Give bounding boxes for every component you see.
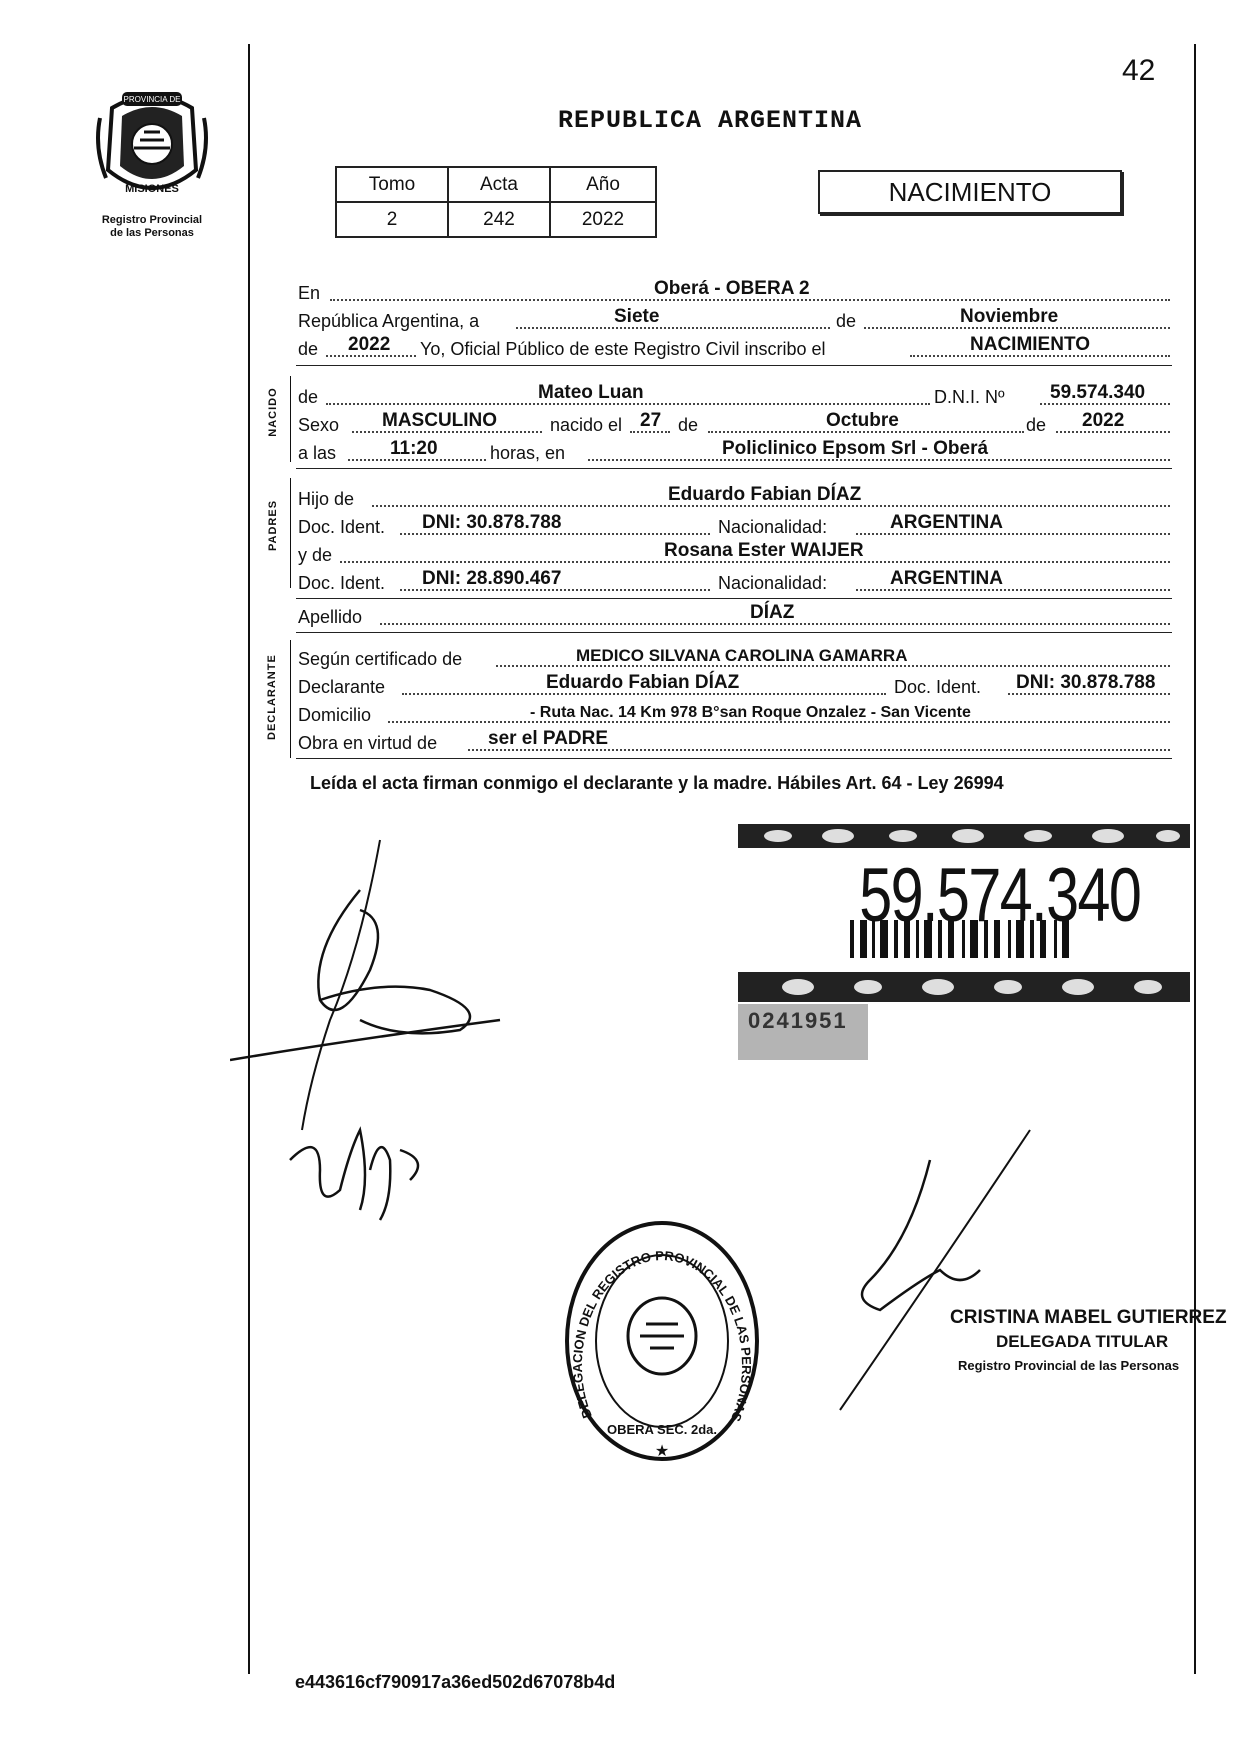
value-padre: Eduardo Fabian DÍAZ bbox=[668, 484, 862, 505]
value-domicilio: - Ruta Nac. 14 Km 978 B°san Roque Onzalez - San Vicente bbox=[530, 704, 971, 721]
value-nac-dia: 27 bbox=[640, 410, 662, 431]
side-label-padres: PADRES bbox=[267, 499, 279, 551]
side-label-nacido: NACIDO bbox=[267, 387, 279, 437]
label-certificado: Según certificado de bbox=[298, 649, 463, 669]
value-declarante-doc: DNI: 30.878.788 bbox=[1016, 672, 1156, 693]
value-padre-doc: DNI: 30.878.788 bbox=[422, 512, 562, 533]
seal-bottom-text: MISIONES bbox=[125, 183, 179, 195]
value-acta: 242 bbox=[448, 202, 550, 237]
value-madre: Rosana Ester WAIJER bbox=[664, 540, 864, 561]
label-horas: horas, en bbox=[490, 443, 566, 463]
line-certificado bbox=[298, 646, 1170, 670]
label-republica: República Argentina, a bbox=[298, 311, 480, 331]
label-de5: de bbox=[1026, 415, 1047, 435]
label-nacionalidad2: Nacionalidad: bbox=[718, 573, 828, 593]
line-anio bbox=[298, 336, 1170, 360]
label-de4: de bbox=[678, 415, 699, 435]
logo-caption-line1: Registro Provincial bbox=[101, 214, 203, 226]
line-apellido bbox=[298, 604, 1170, 628]
line-republica bbox=[298, 308, 1170, 332]
value-hora: 11:20 bbox=[390, 438, 438, 459]
oficial-text: Yo, Oficial Público de este Registro Civil inscribo el bbox=[420, 339, 826, 359]
record-table bbox=[335, 166, 657, 238]
line-nombre bbox=[298, 384, 1170, 408]
header-tomo: Tomo bbox=[336, 167, 448, 202]
closing-statement: Leída el acta firman conmigo el declarante y la madre. Hábiles Art. 64 - Ley 26994 bbox=[310, 773, 1004, 793]
document-title: REPUBLICA ARGENTINA bbox=[557, 106, 863, 135]
value-anio: 2022 bbox=[348, 334, 391, 355]
official-name: CRISTINA MABEL GUTIERREZ bbox=[950, 1307, 1227, 1328]
value-nac-mes: Octubre bbox=[826, 410, 899, 431]
value-obra: ser el PADRE bbox=[488, 728, 609, 749]
label-dni: D.N.I. Nº bbox=[934, 387, 1005, 407]
label-doc: Doc. Ident. bbox=[298, 517, 386, 537]
official-stamp-block bbox=[950, 1306, 1227, 1378]
label-doc2: Doc. Ident. bbox=[298, 573, 386, 593]
seal-top-text: PROVINCIA DE bbox=[123, 95, 181, 104]
value-tomo: 2 bbox=[336, 202, 448, 237]
label-de2: de bbox=[298, 339, 319, 359]
page-number: 42 bbox=[1122, 54, 1156, 87]
stamp-ring-text: DELEGACION DEL REGISTRO PROVINCIAL DE LAS PERSONAS bbox=[569, 1248, 755, 1424]
value-anio: 2022 bbox=[550, 202, 656, 237]
provincia-misiones-seal-icon bbox=[92, 88, 212, 206]
value-en: Oberá - OBERA 2 bbox=[654, 278, 810, 299]
header-acta: Acta bbox=[448, 167, 550, 202]
value-inscribo: NACIMIENTO bbox=[970, 334, 1090, 355]
label-en: En bbox=[298, 283, 321, 303]
label-de: de bbox=[836, 311, 857, 331]
value-padre-nac: ARGENTINA bbox=[890, 512, 1003, 533]
value-nac-anio: 2022 bbox=[1082, 410, 1125, 431]
value-lugar: Policlinico Epsom Srl - Oberá bbox=[722, 438, 989, 459]
label-nacido: nacido el bbox=[550, 415, 623, 435]
line-padre-doc bbox=[298, 514, 1170, 538]
line-sexo bbox=[298, 412, 1170, 436]
stamp-bottom-text: OBERA SEC. 2da. bbox=[606, 1422, 718, 1437]
label-alas: a las bbox=[298, 443, 337, 463]
madre-signature-icon bbox=[280, 1110, 450, 1230]
logo-caption bbox=[86, 214, 218, 240]
line-hora bbox=[298, 440, 1170, 464]
label-obra: Obra en virtud de bbox=[298, 733, 438, 753]
right-margin-line bbox=[1194, 44, 1196, 1674]
value-nombre: Mateo Luan bbox=[538, 382, 644, 403]
line-padre bbox=[298, 486, 1170, 510]
line-en bbox=[298, 280, 1170, 304]
record-type-box: NACIMIENTO bbox=[818, 170, 1122, 214]
label-declarante: Declarante bbox=[298, 677, 386, 697]
label-hijo: Hijo de bbox=[298, 489, 355, 509]
value-certificado: MEDICO SILVANA CAROLINA GAMARRA bbox=[576, 646, 908, 665]
value-declarante: Eduardo Fabian DÍAZ bbox=[546, 672, 740, 693]
official-office: Registro Provincial de las Personas bbox=[958, 1358, 1180, 1373]
label-domicilio: Domicilio bbox=[298, 705, 372, 725]
side-label-declarante: DECLARANTE bbox=[266, 654, 278, 740]
value-madre-doc: DNI: 28.890.467 bbox=[422, 568, 562, 589]
label-yde: y de bbox=[298, 545, 333, 565]
dni-sticker-code: 0241951 bbox=[748, 1008, 848, 1033]
line-madre bbox=[298, 542, 1170, 566]
value-apellido: DÍAZ bbox=[750, 602, 795, 623]
dni-sticker-number: 59.574.340 bbox=[859, 853, 1141, 938]
logo-caption-line2: de las Personas bbox=[110, 227, 194, 239]
value-sexo: MASCULINO bbox=[382, 410, 498, 431]
value-mes: Noviembre bbox=[960, 306, 1059, 327]
line-madre-doc bbox=[298, 570, 1170, 594]
label-sexo: Sexo bbox=[298, 415, 340, 435]
official-stamp-icon bbox=[562, 1216, 762, 1466]
line-declarante bbox=[298, 674, 1170, 698]
line-obra bbox=[298, 730, 1170, 754]
svg-text:★: ★ bbox=[654, 1443, 670, 1460]
label-de3: de bbox=[298, 387, 319, 407]
value-madre-nac: ARGENTINA bbox=[890, 568, 1003, 589]
label-nacionalidad: Nacionalidad: bbox=[718, 517, 828, 537]
value-dni: 59.574.340 bbox=[1050, 382, 1146, 403]
line-domicilio bbox=[298, 702, 1170, 726]
header-anio: Año bbox=[550, 167, 656, 202]
label-doc3: Doc. Ident. bbox=[894, 677, 982, 697]
value-dia: Siete bbox=[614, 306, 660, 327]
label-apellido: Apellido bbox=[298, 607, 363, 627]
document-hash: e443616cf790917a36ed502d67078b4d bbox=[295, 1672, 616, 1692]
official-role: DELEGADA TITULAR bbox=[996, 1332, 1169, 1351]
